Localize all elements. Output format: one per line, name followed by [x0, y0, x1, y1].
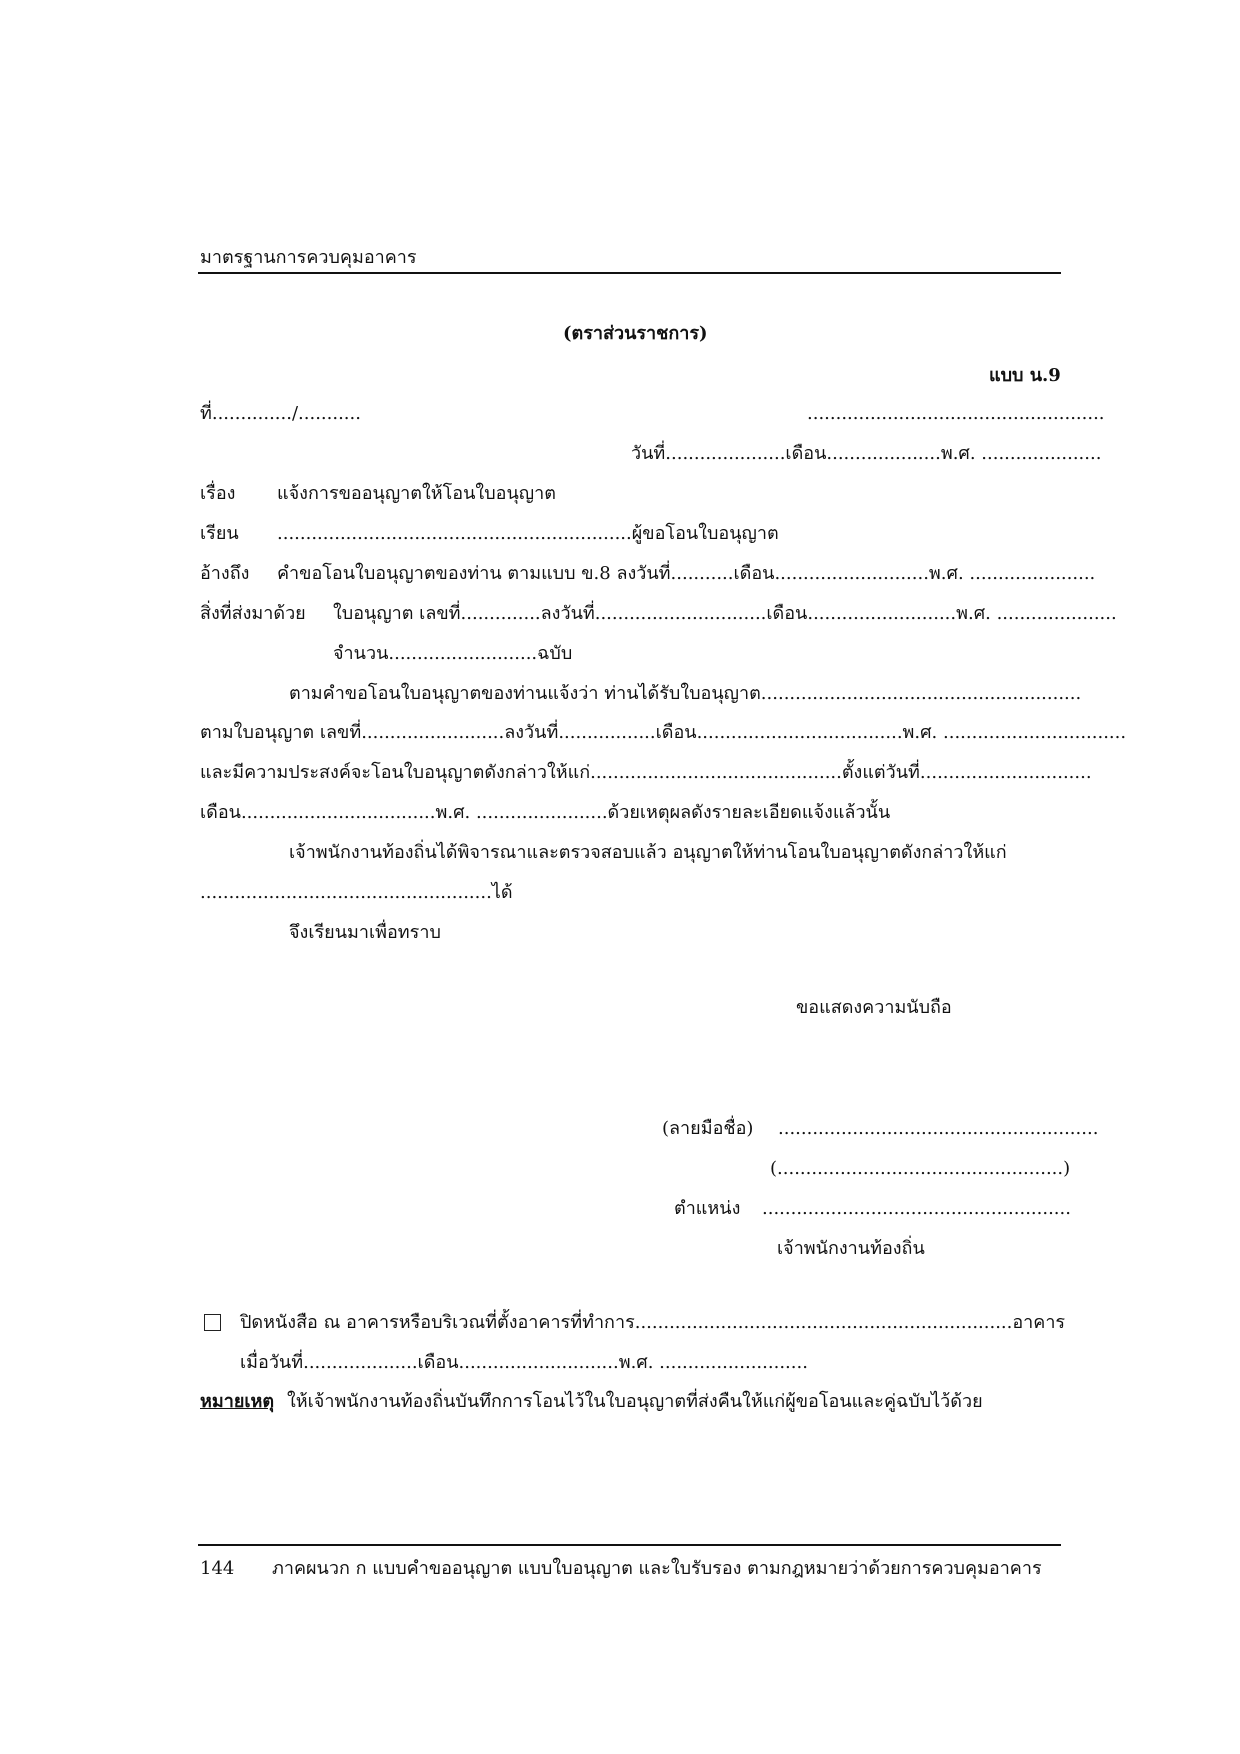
posting-checkbox[interactable]: [204, 1314, 221, 1331]
regards-text: ขอแสดงความนับถือ: [796, 997, 952, 1018]
posting-line-1: ปิดหนังสือ ณ อาคารหรือบริเวณที่ตั้งอาคารที่ทำการ..................................................................อาคาร: [240, 1312, 1066, 1333]
subject-text: แจ้งการขออนุญาตให้โอนใบอนุญาต: [277, 483, 556, 504]
page-number: 144: [200, 1558, 235, 1579]
body-line-6: ...................................................ได้: [200, 882, 513, 903]
reference-number: ที่............../...........: [200, 403, 361, 424]
footer-text: ภาคผนวก ก แบบคำขออนุญาต แบบใบอนุญาต และใบรับรอง ตามกฎหมายว่าด้วยการควบคุมอาคาร: [272, 1558, 1042, 1579]
office-address-line: ....................................................: [807, 403, 1105, 424]
closing-line: จึงเรียนมาเพื่อทราบ: [289, 922, 441, 943]
position-line: ......................................................: [762, 1198, 1071, 1219]
position-label: ตำแหน่ง: [674, 1198, 741, 1219]
body-line-2: ตามใบอนุญาต เลขที่.........................ลงวันที่.................เดือน....................................พ.ศ. ................................: [200, 722, 1127, 743]
body-line-1: ตามคำขอโอนใบอนุญาตของท่านแจ้งว่า ท่านได้รับใบอนุญาต........................................................: [289, 683, 1082, 704]
signature-line: ........................................................: [778, 1118, 1099, 1139]
to-label: เรียน: [200, 523, 239, 544]
reference-label: อ้างถึง: [200, 563, 250, 584]
subject-label: เรื่อง: [200, 483, 236, 504]
running-header: มาตรฐานการควบคุมอาคาร: [200, 247, 417, 268]
body-line-4: เดือน..................................พ.ศ. .......................ด้วยเหตุผลดังรายละเอียดแจ้งแล้วนั้น: [200, 802, 891, 823]
footer-rule: [198, 1544, 1061, 1546]
date-line: วันที่.....................เดือน....................พ.ศ. .....................: [631, 443, 1102, 464]
note-label: หมายเหตุ: [200, 1391, 275, 1412]
signer-name-line: (..................................................): [770, 1158, 1071, 1179]
note-text: ให้เจ้าพนักงานท้องถิ่นบันทึกการโอนไว้ในใบอนุญาตที่ส่งคืนให้แก่ผู้ขอโอนและคู่ฉบับไว้ด้วย: [287, 1391, 983, 1412]
signature-label: (ลายมือชื่อ): [662, 1118, 754, 1139]
form-code: แบบ น.9: [989, 365, 1061, 386]
position-title: เจ้าพนักงานท้องถิ่น: [777, 1238, 925, 1259]
enclosure-text: ใบอนุญาต เลขที่..............ลงวันที่..............................เดือน..........................พ.ศ. .....................: [333, 603, 1117, 624]
enclosure-count: จำนวน..........................ฉบับ: [333, 643, 573, 664]
enclosure-label: สิ่งที่ส่งมาด้วย: [200, 603, 306, 624]
header-rule: [198, 272, 1061, 274]
reference-text: คำขอโอนใบอนุญาตของท่าน ตามแบบ ข.8 ลงวันที่...........เดือน...........................พ.ศ. ......................: [277, 563, 1096, 584]
body-line-5: เจ้าพนักงานท้องถิ่นได้พิจารณาและตรวจสอบแล้ว อนุญาตให้ท่านโอนใบอนุญาตดังกล่าวให้แก่: [289, 842, 1007, 863]
to-text: ..............................................................ผู้ขอโอนใบอนุญาต: [277, 523, 779, 544]
emblem-note: (ตราส่วนราชการ): [563, 323, 708, 344]
body-line-3: และมีความประสงค์จะโอนใบอนุญาตดังกล่าวให้แก่............................................ตั้งแต่วันที่..............................: [200, 762, 1092, 783]
posting-line-2: เมื่อวันที่....................เดือน............................พ.ศ. ..........................: [240, 1352, 808, 1373]
